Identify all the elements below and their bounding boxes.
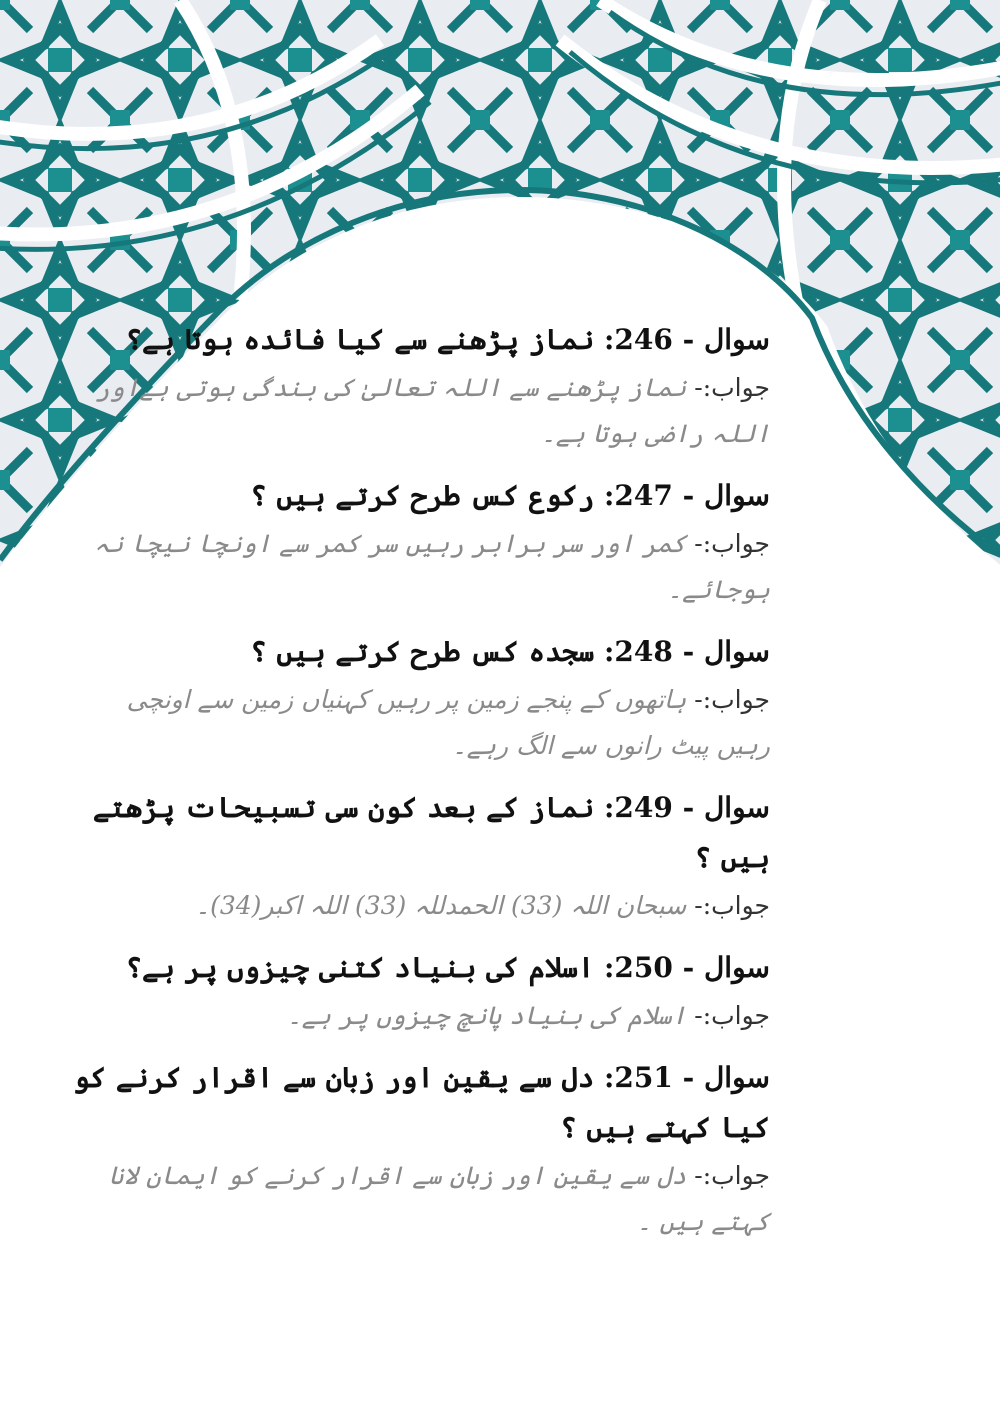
answer-label: جواب:- xyxy=(694,891,770,920)
qa-item-246 xyxy=(70,315,770,457)
question-248: سوال - 248: سجدہ کس طرح کرتے ہیں ؟ xyxy=(250,635,770,668)
answer-251 xyxy=(70,1153,770,1245)
answer-text: کمر اور سر برابر رہیں سر کمر سے اونچا نیچا نہ ہوجائے۔ xyxy=(94,529,770,604)
answer-label: جواب:- xyxy=(694,1161,770,1190)
answer-250 xyxy=(70,993,770,1039)
answer-249 xyxy=(70,883,770,929)
answer-label: جواب:- xyxy=(694,1001,770,1030)
qa-item-250 xyxy=(70,943,770,1039)
answer-text: دل سے یقین اور زبان سے اقرار کرنے کو ایمان لانا کہتے ہیں ۔ xyxy=(108,1161,770,1236)
qa-item-251 xyxy=(70,1053,770,1245)
qa-item-249 xyxy=(70,783,770,929)
question-251: سوال - 251: دل سے یقین اور زبان سے اقرار کرنے کو کیا کہتے ہیں ؟ xyxy=(73,1061,770,1144)
answer-text: اسلام کی بنیاد پانچ چیزوں پر ہے۔ xyxy=(287,1001,687,1030)
answer-246 xyxy=(70,365,770,457)
qa-item-248 xyxy=(70,627,770,769)
qa-list xyxy=(70,315,770,1259)
qa-item-247 xyxy=(70,471,770,613)
question-250: سوال - 250: اسلام کی بنیاد کتنی چیزوں پر ہے؟ xyxy=(125,951,770,984)
question-247: سوال - 247: رکوع کس طرح کرتے ہیں ؟ xyxy=(250,479,770,512)
question-246: سوال - 246: نماز پڑھنے سے کیا فائدہ ہوتا ہے؟ xyxy=(125,323,770,356)
answer-label: جواب:- xyxy=(694,373,770,402)
answer-label: جواب:- xyxy=(694,529,770,558)
answer-248 xyxy=(70,677,770,769)
answer-text: ہاتھوں کے پنجے زمین پر رہیں کہنیاں زمین سے اونچی رہیں پیٹ رانوں سے الگ رہے۔ xyxy=(126,685,770,760)
answer-247 xyxy=(70,521,770,613)
question-249: سوال - 249: نماز کے بعد کون سی تسبیحات پڑھتے ہیں ؟ xyxy=(92,791,770,874)
answer-text: سبحان اللہ (33) الحمدللہ (33) اللہ اکبر(34)۔ xyxy=(195,891,687,920)
answer-label: جواب:- xyxy=(694,685,770,714)
answer-text: نماز پڑھنے سے اللہ تعالیٰ کی بندگی ہوتی ہےاور اللہ راضی ہوتا ہے۔ xyxy=(95,373,770,448)
